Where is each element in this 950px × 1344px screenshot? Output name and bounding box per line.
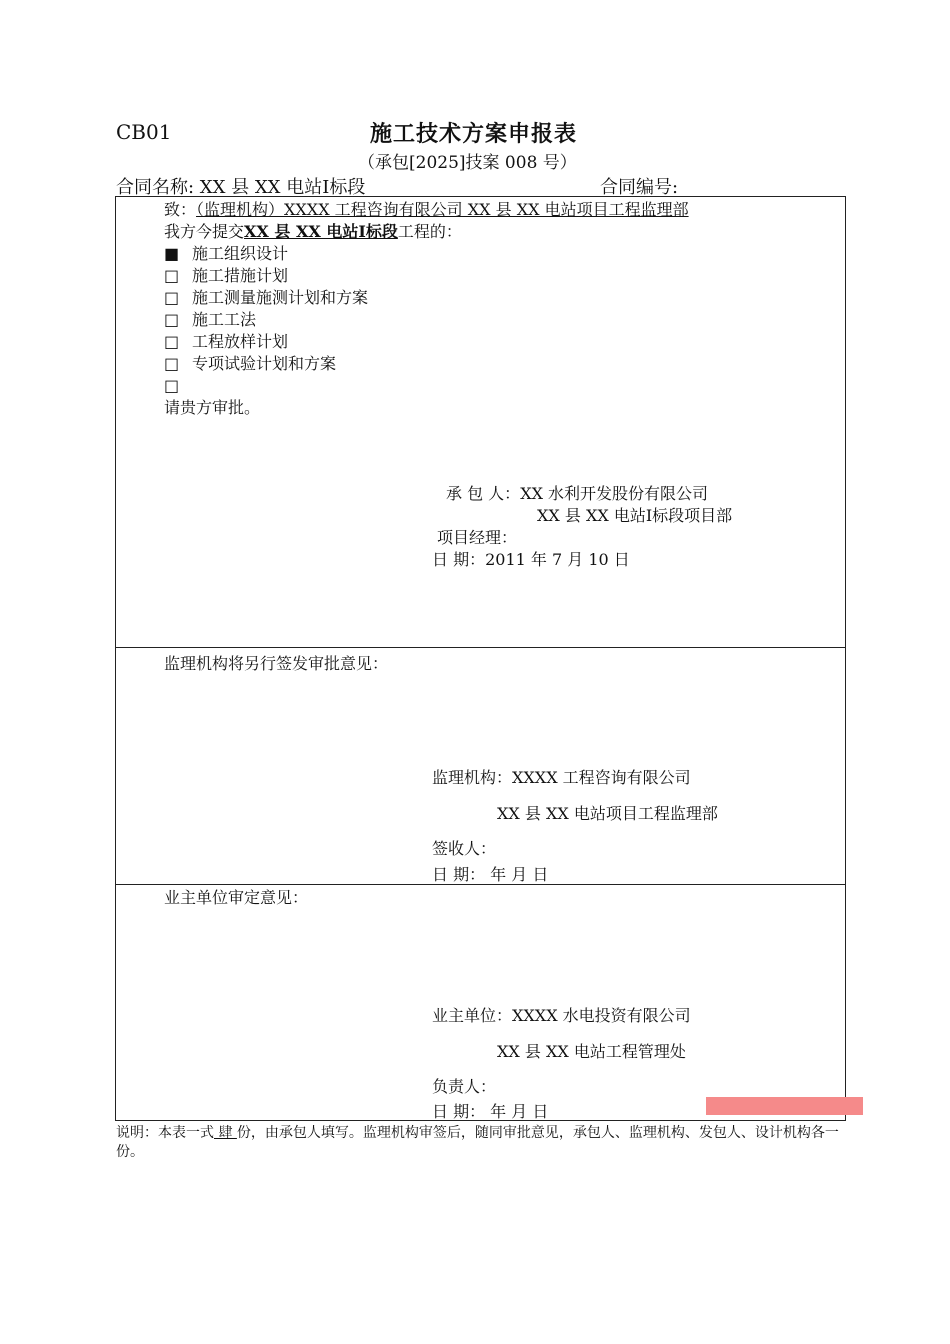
supervisor-org-name: XXXX 工程咨询有限公司 xyxy=(512,768,691,787)
note-suffix: 份，由承包人填写。监理机构审签后，随同审批意见，承包人、监理机构、发包人、设计机构各一份。 xyxy=(116,1125,839,1160)
supervisor-org-line xyxy=(432,767,691,789)
submission-line xyxy=(164,221,462,243)
receiver-label: 签收人： xyxy=(432,839,497,858)
checkbox-label: 施工测量施测计划和方案 xyxy=(192,288,369,307)
owner-unit-label: 业主单位： xyxy=(432,1006,513,1025)
checkbox-unchecked-icon: □ xyxy=(164,266,180,285)
form-subtitle: （承包[2025]技案 008 号） xyxy=(358,153,577,173)
contractor-label: 承 包 人： xyxy=(446,484,521,503)
checkbox-item[interactable] xyxy=(164,375,192,397)
checkbox-unchecked-icon: □ xyxy=(164,310,180,329)
contractor-line xyxy=(446,483,708,505)
checkbox-unchecked-icon: □ xyxy=(164,376,180,395)
checkbox-label: 工程放样计划 xyxy=(192,332,289,351)
checkbox-item[interactable] xyxy=(164,243,288,265)
addressee-org: （监理机构）XXXX 工程咨询有限公司 XX 县 XX 电站项目工程监理部 xyxy=(196,200,689,219)
approval-request: 请贵方审批。 xyxy=(164,398,261,417)
checkbox-checked-icon: ■ xyxy=(164,244,180,263)
owner-unit-line xyxy=(432,1005,691,1027)
note-prefix: 说明：本表一式 xyxy=(116,1125,214,1141)
section-divider xyxy=(116,647,845,648)
supervisor-org-label: 监理机构： xyxy=(432,768,513,787)
contract-number: 合同编号: xyxy=(600,177,679,198)
submission-project: XX 县 XX 电站Ⅰ标段 xyxy=(244,222,398,241)
form-title: 施工技术方案申报表 xyxy=(370,121,578,147)
supervisor-date-line: 日 期： 年 月 日 xyxy=(432,865,549,884)
checkbox-label: 施工措施计划 xyxy=(192,266,289,285)
submission-prefix: 我方今提交 xyxy=(164,222,245,241)
submission-suffix: 工程的： xyxy=(397,222,462,241)
contractor-dept: XX 县 XX 电站Ⅰ标段项目部 xyxy=(537,506,733,525)
supervisor-dept: XX 县 XX 电站项目工程监理部 xyxy=(497,804,718,823)
owner-date-line: 日 期： 年 月 日 xyxy=(432,1102,549,1121)
checkbox-item[interactable] xyxy=(164,287,368,309)
checkbox-unchecked-icon: □ xyxy=(164,332,180,351)
project-manager-label: 项目经理： xyxy=(437,528,518,547)
supervisor-opinion-label: 监理机构将另行签发审批意见： xyxy=(164,654,389,673)
checkbox-item[interactable] xyxy=(164,353,336,375)
checkbox-item[interactable] xyxy=(164,265,288,287)
checkbox-item[interactable] xyxy=(164,309,256,331)
checkbox-label: 施工组织设计 xyxy=(192,244,289,263)
checkbox-label: 专项试验计划和方案 xyxy=(192,354,337,373)
contractor-name: XX 水利开发股份有限公司 xyxy=(520,484,709,503)
date-value: 2011 年 7 月 10 日 xyxy=(485,550,630,569)
addressee-prefix: 致： xyxy=(164,200,197,219)
contractor-date-line xyxy=(432,549,630,571)
date-label: 日 期： xyxy=(432,550,486,569)
form-note xyxy=(116,1124,856,1162)
contract-name: 合同名称: XX 县 XX 电站Ⅰ标段 xyxy=(116,177,366,198)
redaction-mark xyxy=(706,1097,863,1115)
form-table xyxy=(115,196,846,1121)
note-copies: 肆 xyxy=(214,1125,237,1141)
form-code: CB01 xyxy=(116,120,172,144)
checkbox-unchecked-icon: □ xyxy=(164,288,180,307)
checkbox-unchecked-icon: □ xyxy=(164,354,180,373)
owner-dept: XX 县 XX 电站工程管理处 xyxy=(497,1042,686,1061)
responsible-person-label: 负责人： xyxy=(432,1077,497,1096)
owner-unit-name: XXXX 水电投资有限公司 xyxy=(512,1006,691,1025)
checkbox-item[interactable] xyxy=(164,331,288,353)
owner-opinion-label: 业主单位审定意见： xyxy=(164,888,309,907)
checkbox-label: 施工工法 xyxy=(192,310,257,329)
addressee-line xyxy=(164,199,689,221)
